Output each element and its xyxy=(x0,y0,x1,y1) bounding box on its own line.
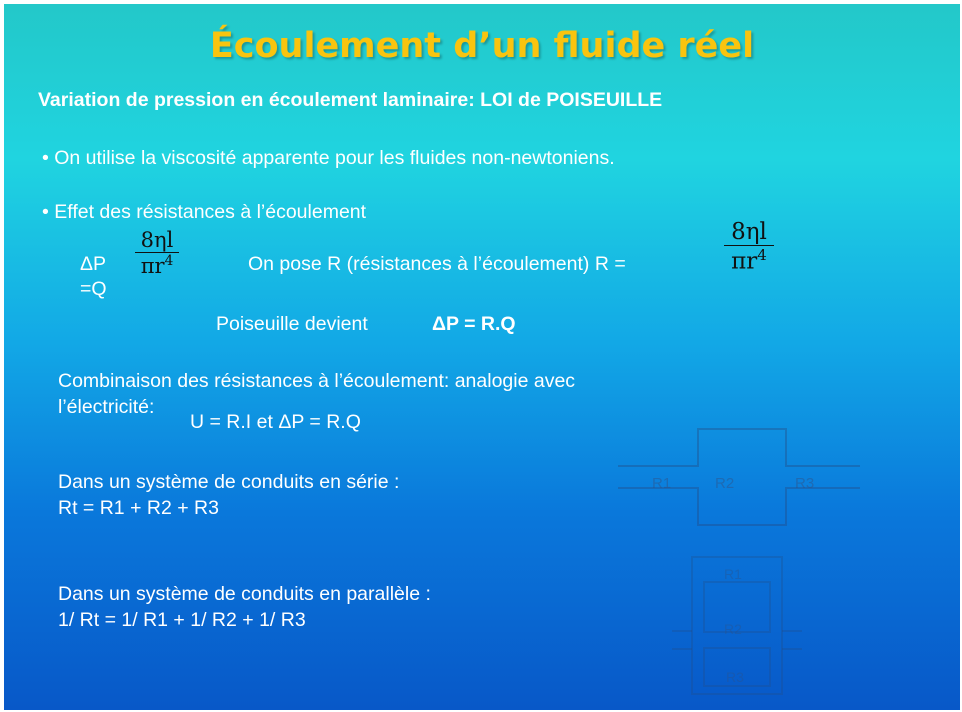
series-label-r2: R2 xyxy=(715,475,735,492)
fraction-right-numerator: 8ηl xyxy=(731,219,767,245)
fraction-right-denominator: $\pi r^4$ xyxy=(731,246,767,275)
poiseuille-equation: ΔP = R.Q xyxy=(432,313,516,335)
combinaison-line2: l’électricité: xyxy=(58,396,155,418)
poiseuille-text: Poiseuille devient xyxy=(216,313,368,335)
pose-r-text: On pose R (résistances à l’écoulement) R = xyxy=(248,253,626,275)
fraction-left-numerator: 8ηl xyxy=(140,228,174,252)
parallel-label-r1: R1 xyxy=(724,566,742,582)
serie-line1: Dans un système de conduits en série : xyxy=(58,471,400,493)
bullet-resistances: • Effet des résistances à l’écoulement xyxy=(42,201,367,223)
parallel-label-r2: R2 xyxy=(724,621,742,637)
slide-title: Écoulement d’un fluide réel xyxy=(209,26,755,66)
series-pipe-top xyxy=(618,429,860,466)
series-label-r1: R1 xyxy=(652,475,672,492)
parallele-line2: 1/ Rt = 1/ R1 + 1/ R2 + 1/ R3 xyxy=(58,609,306,631)
analogy-equation: U = R.I et ΔP = R.Q xyxy=(190,411,361,433)
series-pipe-bottom xyxy=(618,488,860,525)
slide-subtitle: Variation de pression en écoulement laminaire: LOI de POISEUILLE xyxy=(38,89,663,111)
formula-equals-q: =Q xyxy=(80,278,107,300)
bullet-viscosity: • On utilise la viscosité apparente pour les fluides non-newtoniens. xyxy=(42,147,615,169)
serie-line2: Rt = R1 + R2 + R3 xyxy=(58,497,219,519)
combinaison-line1: Combinaison des résistances à l’écoulement: analogie avec xyxy=(58,370,576,392)
parallele-line1: Dans un système de conduits en parallèle : xyxy=(58,583,431,605)
series-label-r3: R3 xyxy=(795,475,815,492)
resistance-diagrams xyxy=(4,4,960,710)
fraction-left-denominator: $\pi r^4$ xyxy=(140,253,174,278)
formula-delta-p: ΔP xyxy=(80,253,107,275)
slide xyxy=(4,4,960,710)
parallel-label-r3: R3 xyxy=(726,669,744,685)
